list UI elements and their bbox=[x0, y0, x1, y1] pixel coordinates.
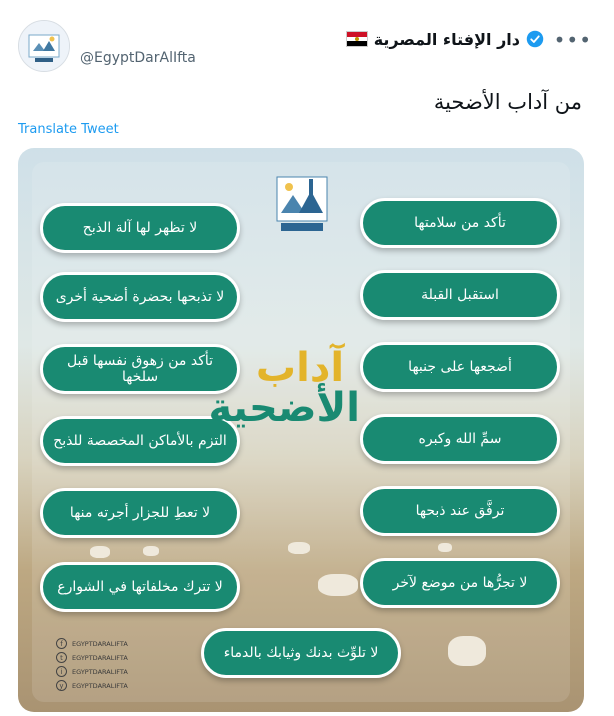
infographic-title bbox=[208, 345, 360, 431]
verified-badge-icon bbox=[526, 30, 544, 48]
tweet-text: من آداب الأضحية bbox=[433, 90, 582, 114]
dar-alifta-logo-icon bbox=[19, 21, 69, 71]
etiquette-item-right-6: لا تجرُّها من موضع لآخر bbox=[360, 558, 560, 608]
social-youtube bbox=[56, 680, 128, 691]
infographic-title-line1: آداب bbox=[255, 345, 345, 391]
egypt-flag-icon bbox=[346, 31, 368, 47]
social-handle: EGYPTDARALIFTA bbox=[72, 653, 128, 662]
avatar[interactable] bbox=[18, 20, 70, 72]
etiquette-item-right-1: تأكد من سلامتها bbox=[360, 198, 560, 248]
youtube-icon: y bbox=[56, 680, 67, 691]
etiquette-item-right-3: أضجعها على جنبها bbox=[360, 342, 560, 392]
dar-alifta-emblem-icon bbox=[273, 173, 331, 235]
social-twitter bbox=[56, 652, 128, 663]
sheep-image bbox=[90, 546, 110, 558]
sheep-image bbox=[143, 546, 159, 556]
tweet-image-card[interactable] bbox=[18, 148, 584, 712]
more-options-icon[interactable]: ••• bbox=[553, 28, 592, 52]
etiquette-item-left-4: التزم بالأماكن المخصصة للذبح bbox=[40, 416, 240, 466]
social-links bbox=[56, 638, 128, 691]
account-name-row bbox=[346, 28, 544, 50]
etiquette-item-left-6: لا تترك مخلفاتها في الشوارع bbox=[40, 562, 240, 612]
account-name[interactable]: دار الإفتاء المصرية bbox=[373, 29, 520, 49]
sheep-image bbox=[288, 542, 310, 554]
social-facebook bbox=[56, 638, 128, 649]
facebook-icon: f bbox=[56, 638, 67, 649]
social-handle: EGYPTDARALIFTA bbox=[72, 667, 128, 676]
etiquette-item-bottom: لا تلوِّث بدنك وثيابك بالدماء bbox=[201, 628, 401, 678]
social-handle: EGYPTDARALIFTA bbox=[72, 681, 128, 690]
etiquette-item-left-2: لا تذبحها بحضرة أضحية أخرى bbox=[40, 272, 240, 322]
etiquette-item-left-1: لا تظهر لها آلة الذبح bbox=[40, 203, 240, 253]
etiquette-item-left-5: لا تعطِ للجزار أجرته منها bbox=[40, 488, 240, 538]
instagram-icon: i bbox=[56, 666, 67, 677]
infographic-title-line2: الأضحية bbox=[208, 385, 360, 431]
etiquette-item-right-5: ترفَّق عند ذبحها bbox=[360, 486, 560, 536]
twitter-icon: t bbox=[56, 652, 67, 663]
etiquette-item-right-4: سمِّ الله وكبره bbox=[360, 414, 560, 464]
translate-tweet-link[interactable]: Translate Tweet bbox=[18, 122, 119, 137]
etiquette-item-left-3: تأكد من زهوق نفسها قبل سلخها bbox=[40, 344, 240, 394]
social-instagram bbox=[56, 666, 128, 677]
social-handle: EGYPTDARALIFTA bbox=[72, 639, 128, 648]
sheep-image bbox=[438, 543, 452, 552]
sheep-image bbox=[318, 574, 358, 596]
sheep-image bbox=[448, 636, 486, 666]
etiquette-item-right-2: استقبل القبلة bbox=[360, 270, 560, 320]
account-handle[interactable]: @EgyptDarAlIfta bbox=[80, 50, 196, 66]
